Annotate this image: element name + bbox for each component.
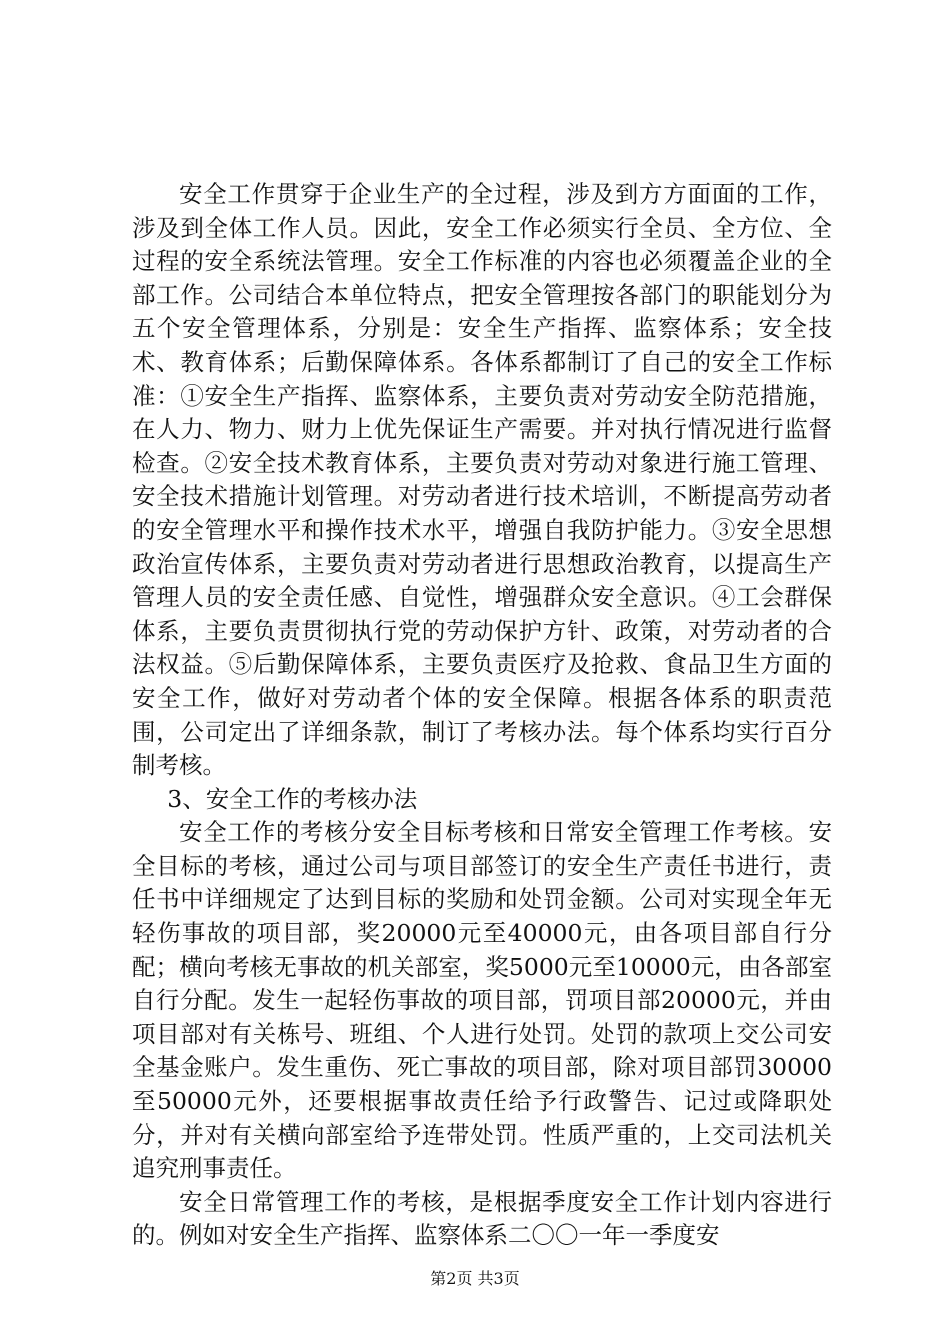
paragraph-daily-management: 安全日常管理工作的考核，是根据季度安全工作计划内容进行的。例如对安全生产指挥、监察体系二〇〇一年一季度安 (132, 1187, 832, 1250)
paragraph-safety-systems: 安全工作贯穿于企业生产的全过程，涉及到方方面面的工作，涉及到全体工作人员。因此，安全工作必须实行全员、全方位、全过程的安全系统法管理。安全工作标准的内容也必须覆盖企业的全部工作。公司结合本单位特点，把安全管理按各部门的职能划分为五个安全管理体系，分别是：安全生产指挥、监察体系；安全技术、教育体系；后勤保障体系。各体系都制订了自己的安全工作标准：①安全生产指挥、监察体系，主要负责对劳动安全防范措施，在人力、物力、财力上优先保证生产需要。并对执行情况进行监督检查。②安全技术教育体系，主要负责对劳动对象进行施工管理、安全技术措施计划管理。对劳动者进行技术培训，不断提高劳动者的安全管理水平和操作技术水平，增强自我防护能力。③安全思想政治宣传体系，主要负责对劳动者进行思想政治教育，以提高生产管理人员的安全责任感、自觉性，增强群众安全意识。④工会群保体系，主要负责贯彻执行党的劳动保护方针、政策，对劳动者的合法权益。⑤后勤保障体系，主要负责医疗及抢救、食品卫生方面的安全工作，做好对劳动者个体的安全保障。根据各体系的职责范围，公司定出了详细条款，制订了考核办法。每个体系均实行百分制考核。 (132, 180, 832, 780)
paragraph-assessment-targets: 安全工作的考核分安全目标考核和日常安全管理工作考核。安全目标的考核，通过公司与项目部签订的安全生产责任书进行，责任书中详细规定了达到目标的奖励和处罚金额。公司对实现全年无轻伤事故的项目部，奖20000元至40000元，由各项目部自行分配；横向考核无事故的机关部室，奖5000元至10000元，由各部室自行分配。发生一起轻伤事故的项目部，罚项目部20000元，并由项目部对有关栋号、班组、个人进行处罚。处罚的款项上交公司安全基金账户。发生重伤、死亡事故的项目部，除对项目部罚30000至50000元外，还要根据事故责任给予行政警告、记过或降职处分，并对有关横向部室给予连带处罚。性质严重的，上交司法机关追究刑事责任。 (132, 818, 832, 1183)
document-body (132, 178, 832, 1253)
section-heading-assessment-methods: 3、安全工作的考核办法 (167, 784, 418, 813)
page-footer: 第2页 共3页 (430, 1269, 520, 1288)
